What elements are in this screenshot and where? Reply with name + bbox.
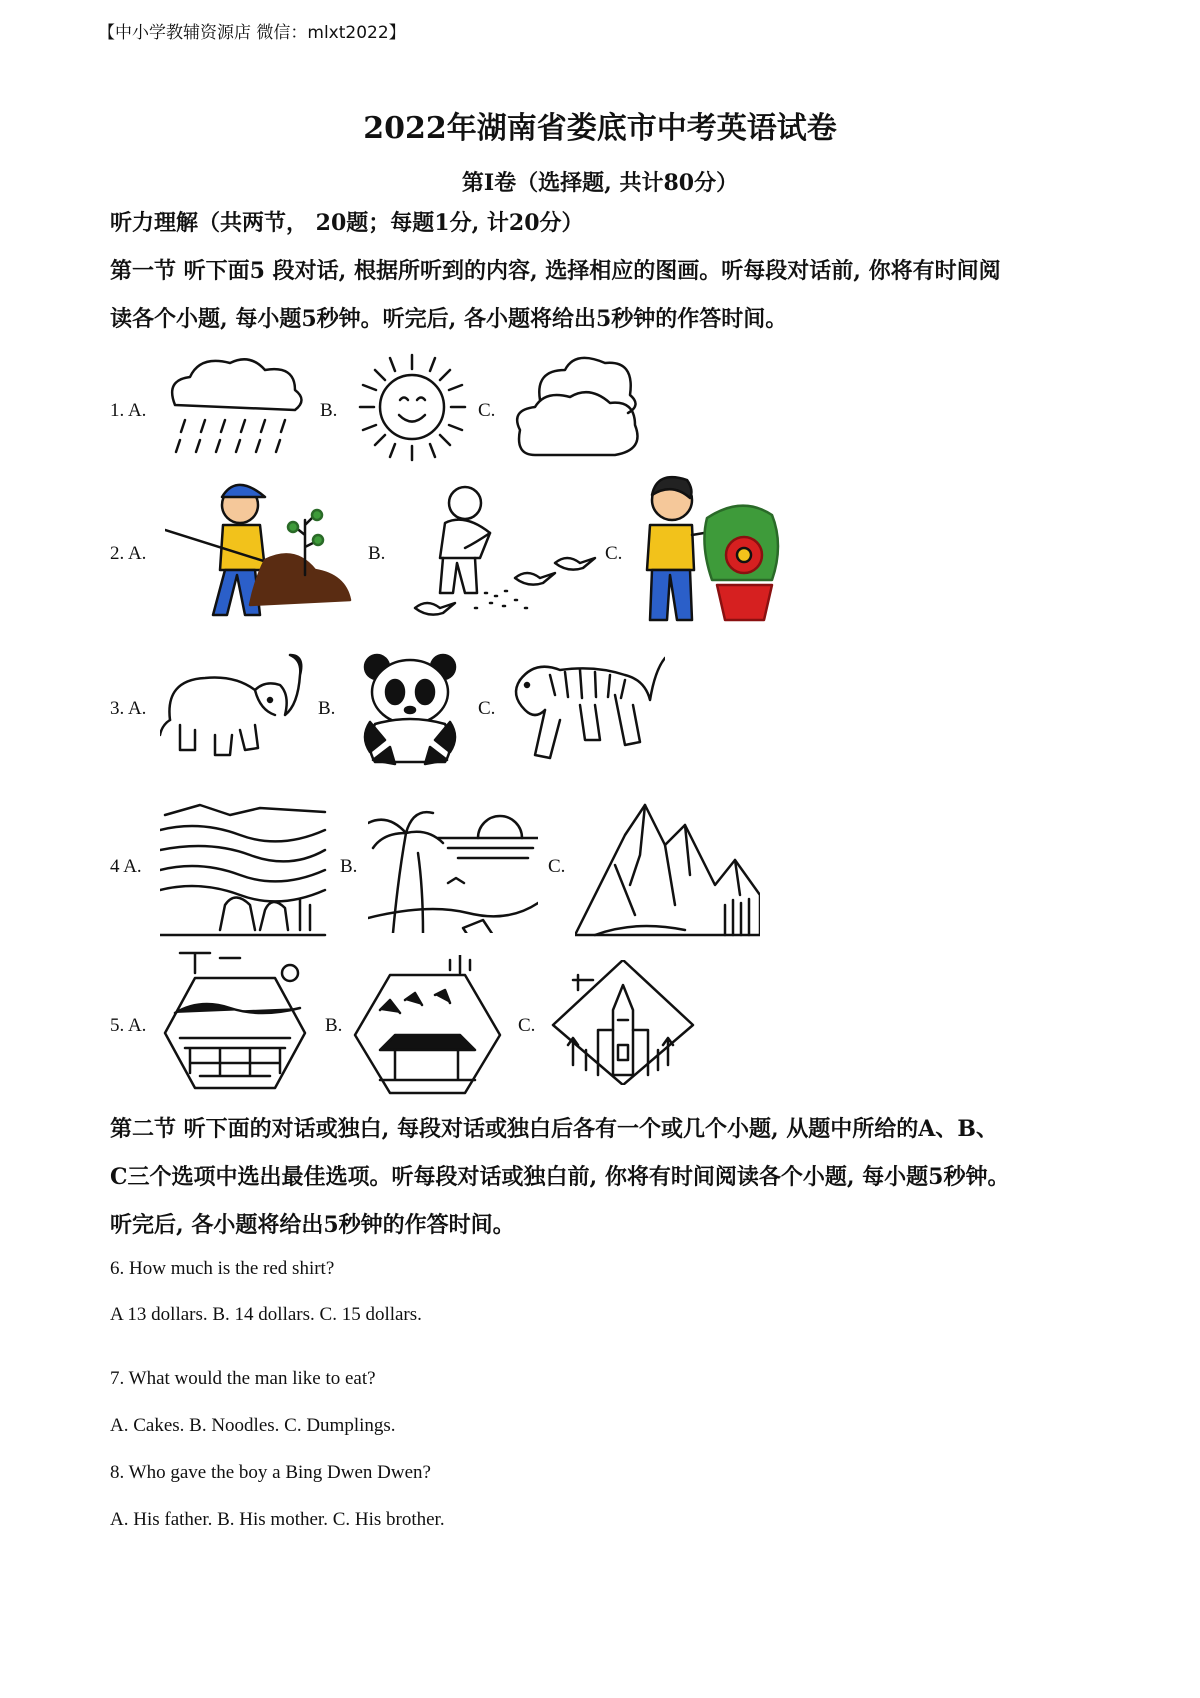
q5-option-b: B.: [325, 1015, 343, 1036]
question-6: 6. How much is the red shirt?: [110, 1258, 335, 1279]
q4-label: 4 A.: [110, 856, 142, 877]
boy-feeding-birds-icon: [395, 478, 605, 628]
section2-line1: 第二节 听下面的对话或独白, 每段对话或独白后各有一个或几个小题, 从题中所给的A、B、: [110, 1116, 998, 1142]
section1-line2: 读各个小题, 每小题5秒钟。听完后, 各小题将给出5秒钟的作答时间。: [110, 306, 788, 332]
desert-camels-icon: [160, 800, 330, 940]
q2-label: 2. A.: [110, 543, 147, 564]
question-8: 8. Who gave the boy a Bing Dwen Dwen?: [110, 1462, 431, 1483]
q1-label: 1. A.: [110, 400, 147, 421]
boy-watering-flower-icon: [632, 470, 782, 625]
q2-option-c: C.: [605, 543, 623, 564]
sun-icon: [355, 350, 470, 465]
q1-option-b: B.: [320, 400, 338, 421]
cloud-icon: [510, 355, 645, 465]
beach-palm-icon: [368, 808, 538, 933]
q3-option-c: C.: [478, 698, 496, 719]
question-7-options: A. Cakes. B. Noodles. C. Dumplings.: [110, 1415, 396, 1436]
watermark: 【中小学教辅资源店 微信：mlxt2022】: [98, 23, 406, 43]
q4-option-b: B.: [340, 856, 358, 877]
question-7: 7. What would the man like to eat?: [110, 1368, 376, 1389]
q5-label: 5. A.: [110, 1015, 147, 1036]
page-title: 2022年湖南省娄底市中考英语试卷: [363, 111, 837, 146]
listening-header: 听力理解（共两节， 20题；每题1分, 计20分）: [110, 210, 584, 236]
winter-church-icon: [548, 960, 698, 1085]
q3-label: 3. A.: [110, 698, 147, 719]
panda-icon: [355, 652, 465, 770]
autumn-pavilion-icon: [350, 955, 505, 1095]
page-subtitle: 第I卷（选择题, 共计80分）: [461, 170, 739, 196]
q2-option-b: B.: [368, 543, 386, 564]
boy-planting-tree-icon: [165, 475, 360, 620]
section2-line2: C三个选项中选出最佳选项。听每段对话或独白前, 你将有时间阅读各个小题, 每小题5秒钟。: [110, 1164, 1010, 1190]
q3-option-b: B.: [318, 698, 336, 719]
mountains-icon: [575, 795, 760, 940]
tiger-icon: [505, 650, 665, 770]
question-6-options: A 13 dollars. B. 14 dollars. C. 15 dollars.: [110, 1304, 422, 1325]
q1-option-c: C.: [478, 400, 496, 421]
q4-option-c: C.: [548, 856, 566, 877]
summer-landscape-icon: [160, 948, 310, 1093]
section2-line3: 听完后, 各小题将给出5秒钟的作答时间。: [110, 1212, 515, 1238]
question-8-options: A. His father. B. His mother. C. His brother.: [110, 1509, 445, 1530]
q5-option-c: C.: [518, 1015, 536, 1036]
rain-cloud-icon: [160, 355, 310, 460]
elephant-icon: [160, 650, 310, 765]
section1-line1: 第一节 听下面5 段对话, 根据所听到的内容, 选择相应的图画。听每段对话前, 你将有时间阅: [110, 258, 1001, 284]
